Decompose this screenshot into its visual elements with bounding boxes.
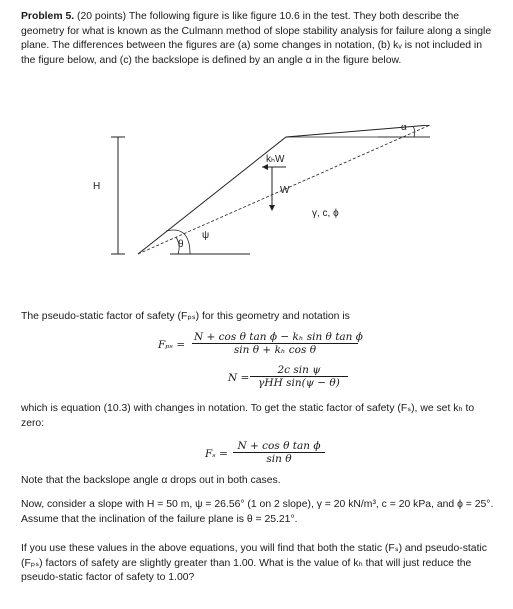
psi-label: ψ — [202, 230, 210, 241]
n-equation — [228, 364, 348, 394]
pseudo-static-intro: The pseudo-static factor of safety (Fₚₛ) for this geometry and notation is — [21, 311, 350, 322]
fps-numerator: N + cos θ tan ϕ − kₕ sin θ tan ϕ — [194, 331, 363, 343]
static-factor-text: which is equation (10.3) with changes in notation. To get the static factor of safety (Fₛ), we set kₕ to zero: — [21, 403, 475, 429]
khw-label: kₕW — [266, 154, 285, 165]
fs-fraction — [233, 440, 325, 465]
n-numerator: 2c sin ψ — [250, 364, 348, 377]
backslope-note: Note that the backslope angle α drops out in both cases. — [21, 475, 281, 486]
n-denominator: γHH sin(ψ − θ) — [258, 377, 340, 389]
fs-lhs: Fₛ = — [205, 448, 228, 460]
fs-denominator: sin θ — [266, 453, 292, 465]
weight-arrowhead — [269, 205, 275, 211]
alpha-label: α — [401, 125, 407, 133]
problem-statement — [21, 10, 499, 68]
problem-intro-text: (20 points) The following figure is like figure 10.6 in the test. They both describe the geometry for what is known as the Culmann method of slope stability analysis for failure along a single plane. The differences between the figures are (a) some changes in notation, (b) kᵥ is not included in the figure below, and (c) the backslope is defined by an angle α in the figure below. — [21, 11, 492, 66]
question-text: If you use these values in the above equations, you will find that both the static (Fₛ) and pseudo-static (Fₚₛ) factors of safety are slightly greater than 1.00. What is the value of kₕ that will just reduce the pseudo-static factor of safety to 1.00? — [21, 543, 487, 584]
fs-equation — [205, 440, 325, 470]
fps-denominator: sin θ + kₕ cos θ — [233, 344, 317, 356]
culmann-slope-figure — [0, 125, 513, 275]
weight-label: W — [280, 185, 290, 196]
theta-label: θ — [178, 239, 184, 250]
fps-fraction — [192, 331, 363, 356]
n-fraction — [250, 364, 348, 389]
fs-numerator: N + cos θ tan ϕ — [233, 440, 325, 453]
soil-parameters-label: γ, c, ϕ — [312, 208, 339, 219]
problem-heading: Problem 5. — [21, 11, 75, 22]
fps-lhs: Fₚₛ = — [158, 339, 186, 351]
fps-equation — [158, 331, 363, 361]
slope-parameters-text: Now, consider a slope with H = 50 m, ψ = 26.56° (1 on 2 slope), γ = 20 kN/m³, c = 20 kPa, and ϕ = 25°. Assume that the inclination of the failure plane is θ = 25.21°. — [21, 499, 494, 525]
n-lhs: N = — [228, 372, 250, 384]
height-label: H — [93, 181, 101, 192]
